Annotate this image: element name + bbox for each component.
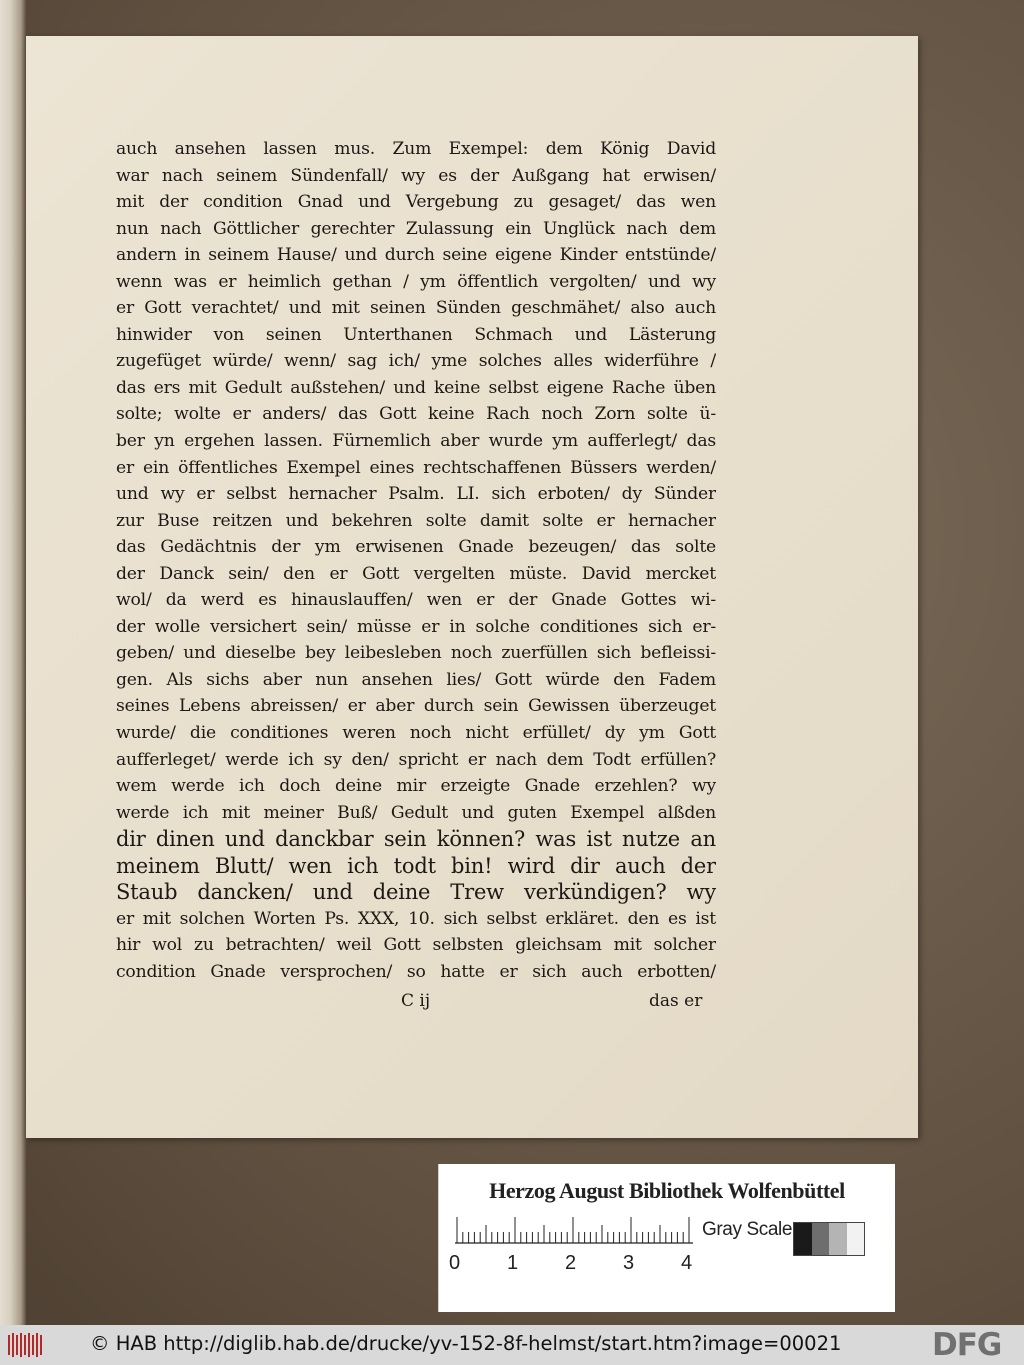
text-line: er mit solchen Worten Ps. XXX, 10. sich selbst erkläret. den es ist [116, 908, 716, 929]
text-line: zugefüget würde/ wenn/ sag ich/ yme solches alles widerführe / [116, 351, 716, 372]
gray-swatch [829, 1223, 847, 1255]
institution-name: Herzog August Bibliothek Wolfenbüttel [489, 1178, 845, 1203]
text-line: wem werde ich doch deine mir erzeigte Gnade erzehlen? wy [116, 776, 716, 797]
ruler-number: 0 [449, 1252, 461, 1274]
text-line: Staub dancken/ und deine Trew verkündigen? wy [116, 880, 716, 905]
gray-scale-swatches [793, 1222, 865, 1256]
text-line: aufferleget/ werde ich sy den/ spricht er nach dem Todt erfüllen? [116, 749, 716, 770]
text-line: der wolle versichert sein/ müsse er in solche conditiones sich er- [116, 616, 716, 637]
text-line: seines Lebens abreissen/ er aber durch sein Gewissen überzeuget [116, 696, 716, 717]
viewer-footer [0, 1325, 1024, 1365]
gray-scale-label: Gray Scale [702, 1219, 792, 1240]
color-reference-card [438, 1164, 895, 1312]
text-line: ber yn ergehen lassen. Fürnemlich aber wurde ym aufferlegt/ das [116, 431, 716, 452]
text-line: meinem Blutt/ wen ich todt bin! wird dir auch der [116, 853, 716, 878]
text-line: auch ansehen lassen mus. Zum Exempel: dem König David [116, 139, 716, 159]
ruler-number: 1 [507, 1252, 519, 1274]
ruler-number: 2 [565, 1252, 577, 1274]
gray-swatch [794, 1223, 812, 1255]
text-line: geben/ und dieselbe bey leibesleben noch zuerfüllen sich befleissi- [116, 643, 716, 664]
text-line: er ein öffentliches Exempel eines rechtschaffenen Büssers werden/ [116, 457, 716, 478]
text-line: war nach seinem Sündenfall/ wy es der Außgang hat erwisen/ [116, 165, 716, 186]
text-line: und wy er selbst hernacher Psalm. LI. sich erboten/ dy Sünder [116, 484, 716, 505]
catchword: das er [649, 991, 703, 1011]
text-line: dir dinen und danckbar sein können? was ist nutze an [116, 827, 716, 852]
text-line: andern in seinem Hause/ und durch seine eigene Kinder entstünde/ [116, 245, 716, 266]
text-line: das Gedächtnis der ym erwisenen Gnade bezeugen/ das solte [116, 537, 716, 558]
text-line: er Gott verachtet/ und mit seinen Sünden geschmähet/ also auch [116, 298, 716, 319]
text-line: nun nach Göttlicher gerechter Zulassung ein Unglück nach dem [116, 218, 716, 239]
text-line: wenn was er heimlich gethan / ym öffentlich vergolten/ und wy [116, 271, 716, 292]
source-link[interactable]: © HAB http://diglib.hab.de/drucke/yv-152-8f-helmst/start.htm?image=00021 [90, 1332, 842, 1355]
gray-swatch [847, 1223, 865, 1255]
ruler-numbers [449, 1252, 709, 1276]
page-text [116, 136, 716, 986]
document-page [26, 36, 918, 1138]
ruler-number: 4 [681, 1252, 693, 1274]
text-line: das ers mit Gedult außstehen/ und keine selbst eigene Rache üben [116, 377, 716, 398]
text-line: zur Buse reitzen und bekehren solte damit solte er hernacher [116, 510, 716, 531]
hab-logo-icon [6, 1331, 46, 1359]
text-line: solte; wolte er anders/ das Gott keine Rach noch Zorn solte ü- [116, 404, 716, 425]
text-line: condition Gnade versprochen/ so hatte er sich auch erbotten/ [116, 961, 716, 982]
dfg-logo: DFG [932, 1327, 1002, 1363]
text-line: mit der condition Gnad und Vergebung zu gesaget/ das wen [116, 192, 716, 213]
text-line: wurde/ die conditiones weren noch nicht erfüllet/ dy ym Gott [116, 723, 716, 744]
book-spine-edge [0, 0, 26, 1325]
text-line: hinwider von seinen Unterthanen Schmach und Lästerung [116, 324, 716, 345]
text-line: gen. Als sichs aber nun ansehen lies/ Gott würde den Fadem [116, 669, 716, 690]
ruler-number: 3 [623, 1252, 635, 1274]
text-line: der Danck sein/ den er Gott vergelten müste. David mercket [116, 563, 716, 584]
ruler-scale-icon [455, 1216, 695, 1244]
text-line: werde ich mit meiner Buß/ Gedult und guten Exempel alßden [116, 802, 716, 823]
text-line: wol/ da werd es hinauslauffen/ wen er der Gnade Gottes wi- [116, 590, 716, 611]
signature-mark: C ij [401, 991, 431, 1011]
gray-swatch [812, 1223, 830, 1255]
text-line: hir wol zu betrachten/ weil Gott selbsten gleichsam mit solcher [116, 935, 716, 956]
